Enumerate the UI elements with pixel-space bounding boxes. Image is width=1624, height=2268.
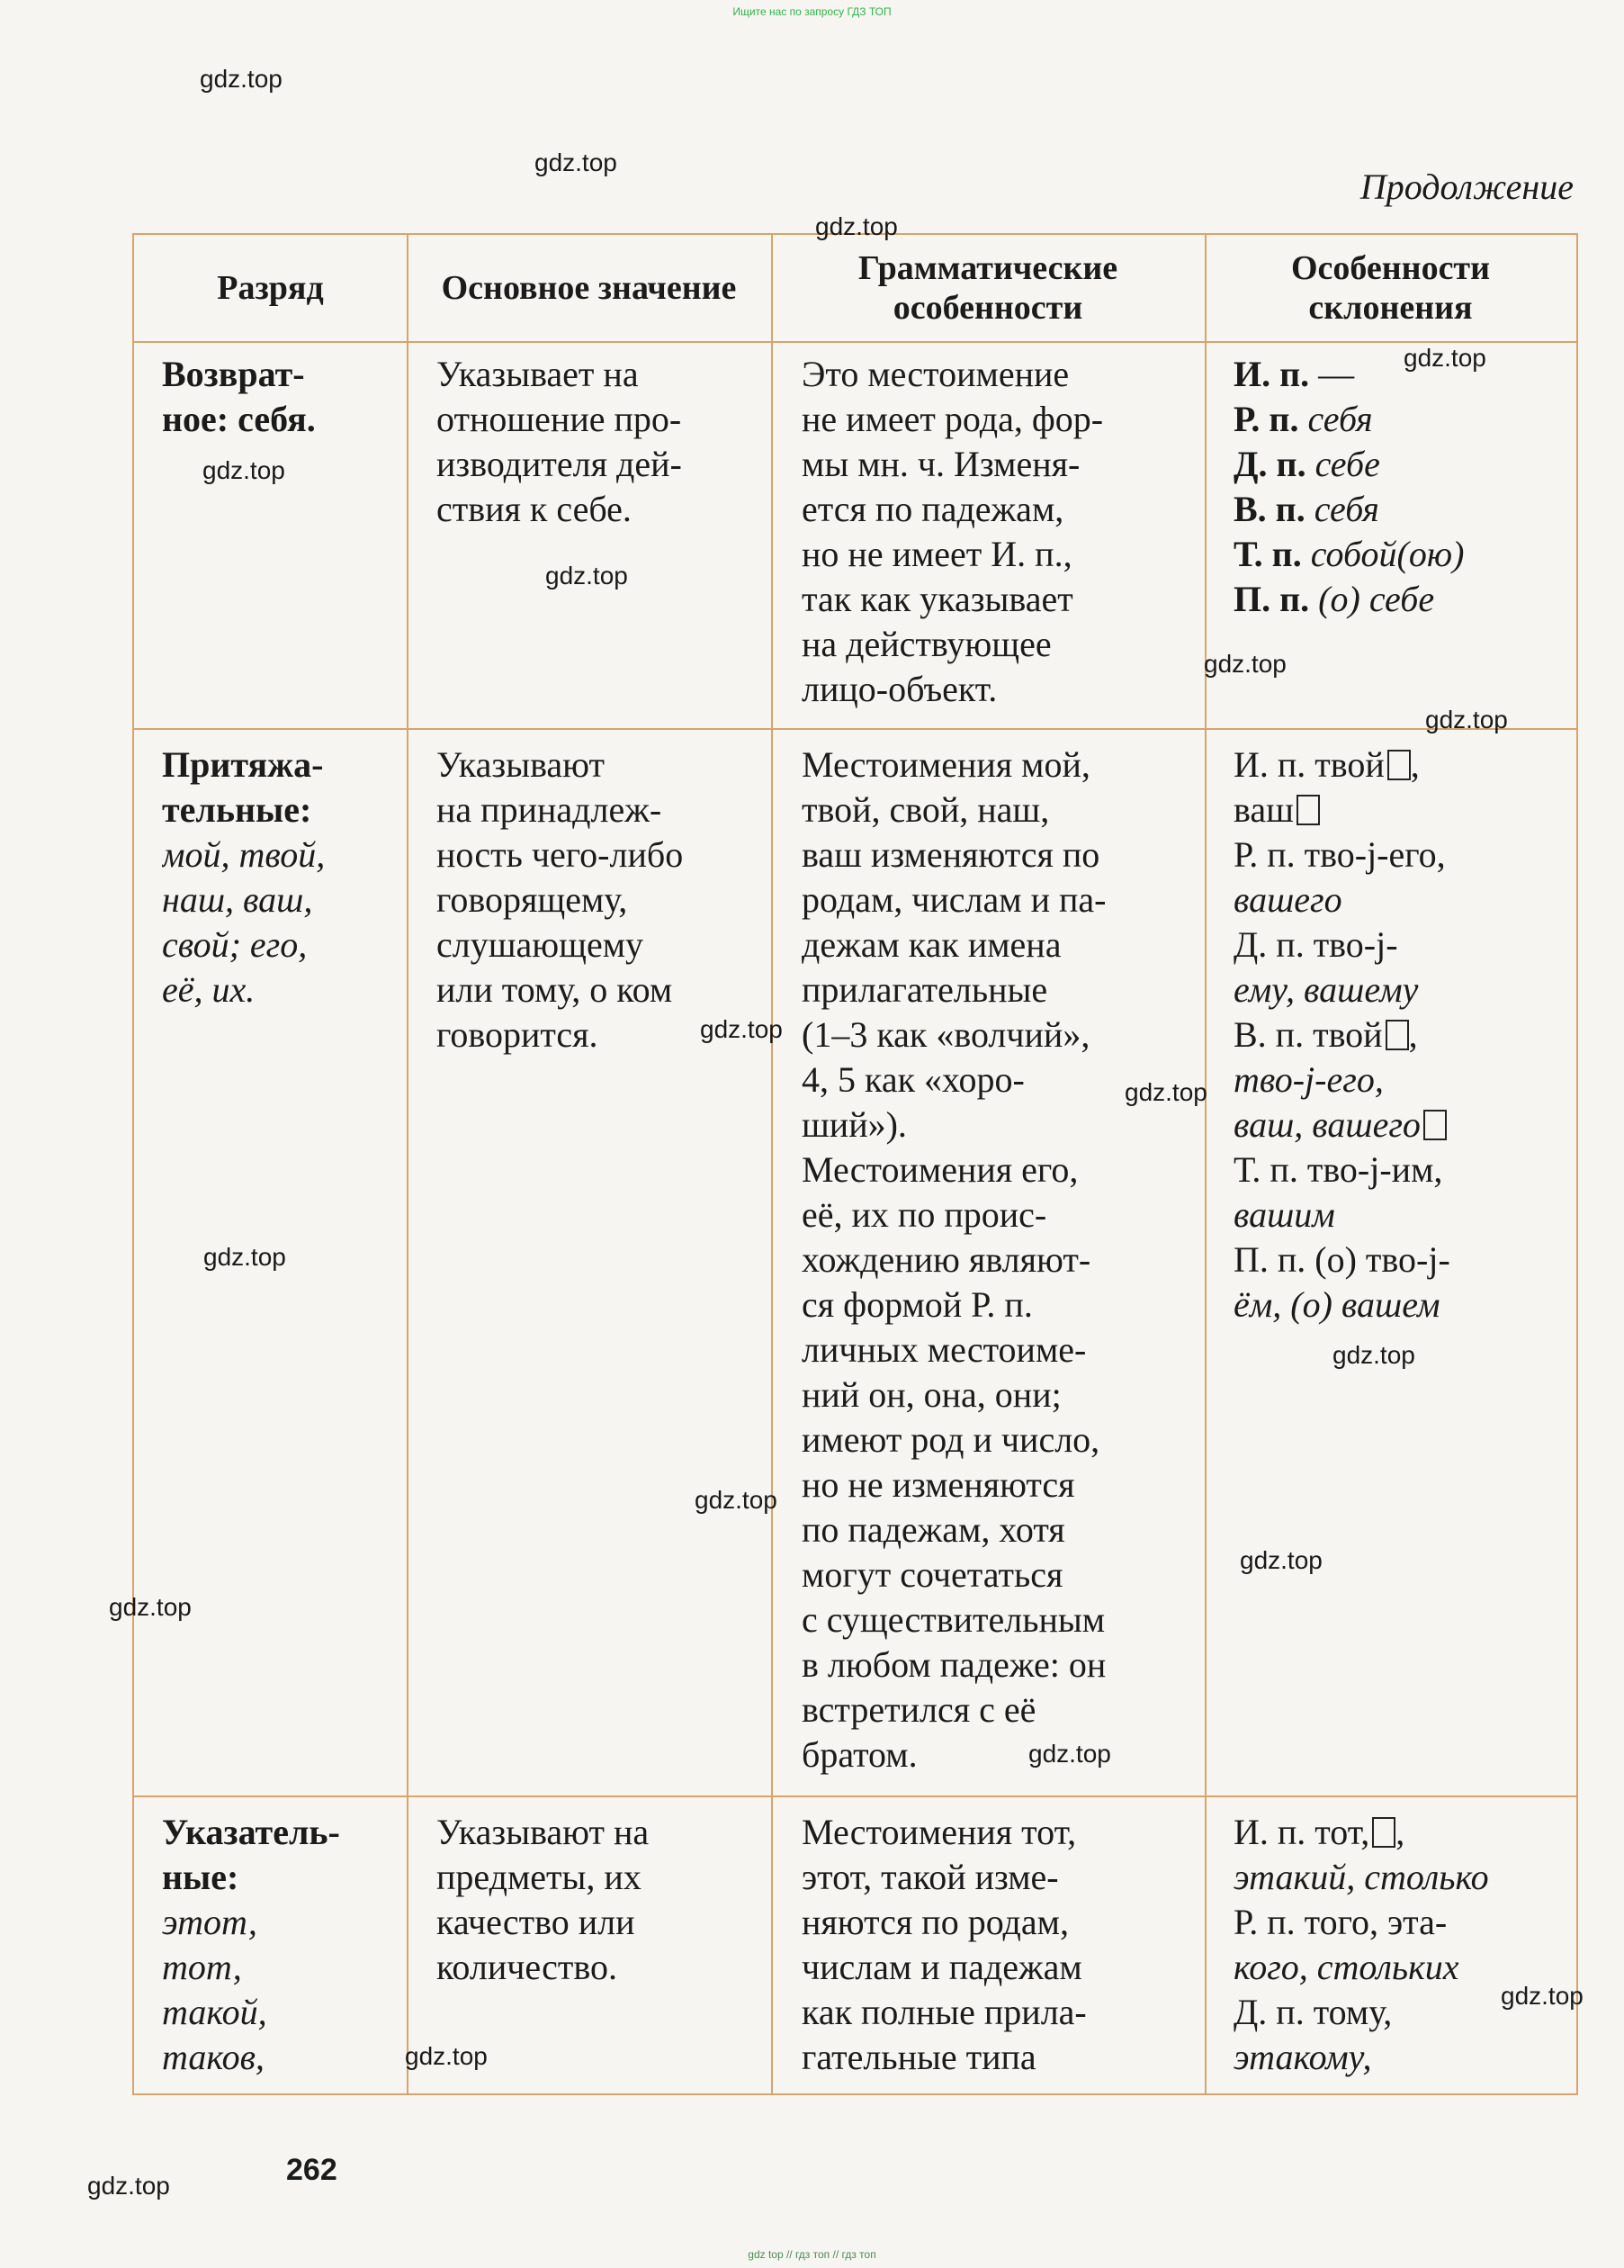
continuation-label: Продолжение — [1359, 166, 1574, 207]
header-rank: Разряд — [217, 269, 324, 307]
meaning-line: отношение про- — [436, 399, 682, 439]
table-vertical-divider — [771, 235, 773, 2093]
page-number: 262 — [286, 2153, 337, 2187]
grammar-line: твой, свой, наш, — [802, 789, 1050, 830]
rank-line: ные: — [162, 1857, 239, 1897]
declension-line: кого, стольких — [1234, 1947, 1459, 1987]
grammar-line: родам, числам и па- — [802, 879, 1107, 920]
blank-box-icon — [1387, 750, 1411, 780]
meaning-line: говорящему, — [436, 879, 628, 920]
grammar-line: её, их по проис- — [802, 1194, 1047, 1235]
grammar-line: ваш изменяются по — [802, 834, 1100, 875]
demonstrative-declension-cell — [1234, 1810, 1566, 2080]
watermark-gdz-top: gdz.top — [815, 212, 898, 240]
rank-line: мой, твой, — [162, 834, 326, 875]
meaning-line: предметы, их — [436, 1857, 642, 1897]
reflexive-meaning-cell — [436, 352, 760, 721]
grammar-line: ший»). — [802, 1104, 907, 1145]
blank-box-icon — [1297, 795, 1320, 825]
meaning-line: количество. — [436, 1947, 617, 1987]
grammar-line: могут сочетаться — [802, 1554, 1063, 1595]
watermark-gdz-top: gdz.top — [87, 2172, 170, 2200]
header-meaning: Основное значение — [441, 269, 737, 307]
table-horizontal-divider — [134, 341, 1576, 343]
grammar-line: по падежам, хотя — [802, 1509, 1065, 1550]
grammar-line: как полные прила- — [802, 1992, 1087, 2032]
grammar-line: лицо-объект. — [802, 669, 998, 709]
declension-line: В. п. твой , — [1234, 1014, 1418, 1055]
grammar-line: хождению являют- — [802, 1239, 1091, 1280]
possessive-grammar-cell — [802, 742, 1196, 1786]
reflexive-grammar-cell — [802, 352, 1196, 721]
grammar-line: не имеет рода, фор- — [802, 399, 1104, 439]
grammar-line: Это местоимение — [802, 354, 1070, 394]
rank-line: Указатель- — [162, 1812, 340, 1852]
meaning-line: Указывают на — [436, 1812, 650, 1852]
declension-line: ём, (о) вашем — [1234, 1284, 1440, 1325]
grammar-line: дежам как имена — [802, 924, 1062, 965]
watermark-gdz-top: gdz.top — [1240, 1546, 1323, 1574]
header-grammar: Грамматические особенности — [857, 249, 1118, 327]
grammar-line: гательные типа — [802, 2037, 1036, 2077]
rank-line: Притяжа- — [162, 744, 324, 785]
rank-line: тот, — [162, 1947, 242, 1987]
watermark-gdz-top: gdz.top — [203, 1243, 286, 1271]
grammar-line: няются по родам, — [802, 1902, 1069, 1942]
grammar-line: но не изменяются — [802, 1464, 1075, 1505]
possessive-meaning-cell — [436, 742, 760, 1120]
declension-line: ему, вашему — [1234, 969, 1419, 1010]
demonstrative-rank-cell — [162, 1810, 396, 2080]
grammar-line: прилагательные — [802, 969, 1048, 1010]
watermark-gdz-top: gdz.top — [405, 2042, 488, 2070]
grammar-line: мы мн. ч. Изменя- — [802, 444, 1081, 484]
grammar-line: числам и падежам — [802, 1947, 1082, 1987]
watermark-gdz-top: gdz.top — [545, 562, 628, 590]
watermark-gdz-top: gdz.top — [200, 65, 283, 93]
meaning-line: Указывает на — [436, 354, 639, 394]
grammar-line: имеют род и число, — [802, 1419, 1100, 1460]
blank-box-icon — [1423, 1110, 1447, 1140]
possessive-rank-cell — [162, 742, 396, 1228]
watermark-gdz-top: gdz.top — [1425, 706, 1508, 734]
rank-line: наш, ваш, — [162, 879, 313, 920]
reflexive-rank-cell — [162, 352, 396, 721]
meaning-line: Указывают — [436, 744, 606, 785]
grammar-line: братом. — [802, 1734, 918, 1775]
declension-line: ваш, вашего — [1234, 1102, 1566, 1148]
grammar-line: Местоимения мой, — [802, 744, 1090, 785]
declension-line: Р. п. того, эта- — [1234, 1902, 1448, 1942]
declension-line: Д. п. тво-j- — [1234, 924, 1398, 965]
meaning-line: слушающему — [436, 924, 644, 965]
declension-line: ваш — [1234, 788, 1566, 832]
blank-box-icon — [1386, 1020, 1409, 1050]
watermark-gdz-top: gdz.top — [202, 456, 285, 484]
grammar-line: Местоимения его, — [802, 1149, 1079, 1190]
grammar-line: 4, 5 как «хоро- — [802, 1059, 1025, 1100]
declension-line: И. п. тот, , — [1234, 1812, 1405, 1852]
rank-line: её, их. — [162, 969, 256, 1010]
rank-line: такой, — [162, 1992, 267, 2032]
meaning-line: на принадлеж- — [436, 789, 662, 830]
header-declension: Особенности склонения — [1290, 249, 1490, 327]
meaning-line: или тому, о ком — [436, 969, 673, 1010]
bottom-site-note: gdz top // гдз топ // гдз топ — [748, 2248, 876, 2261]
table-horizontal-divider — [134, 1796, 1576, 1797]
grammar-line: Местоимения тот, — [802, 1812, 1077, 1852]
declension-line: Т. п. тво-j-им, — [1234, 1149, 1443, 1190]
possessive-declension-cell — [1234, 742, 1566, 1372]
grammar-line: ется по падежам, — [802, 489, 1064, 529]
rank-line: тельные: — [162, 789, 312, 830]
table-vertical-divider — [1205, 235, 1207, 2093]
pronoun-rank-table — [132, 233, 1578, 2095]
demonstrative-grammar-cell — [802, 1810, 1196, 2080]
grammar-line: с существительным — [802, 1599, 1106, 1640]
grammar-line: ний он, она, они; — [802, 1374, 1062, 1415]
declension-line: П. п. (о) тво-j- — [1234, 1239, 1450, 1280]
declension-line: тво-j-его, — [1234, 1059, 1384, 1100]
grammar-line: (1–3 как «волчий», — [802, 1014, 1090, 1055]
reflexive-declension-cell: И. п. — Р. п. себя Д. п. себе В. п. себя Т. п. собой(ою) П. п. (о) себе — [1234, 354, 1465, 619]
watermark-gdz-top: gdz.top — [1204, 650, 1287, 678]
blank-box-icon — [1372, 1817, 1395, 1848]
grammar-line: встретился с её — [802, 1689, 1036, 1730]
watermark-gdz-top: gdz.top — [1125, 1078, 1207, 1106]
rank-line: свой; его, — [162, 924, 308, 965]
rank-line: таков, — [162, 2037, 265, 2077]
grammar-line: в любом падеже: он — [802, 1644, 1107, 1685]
grammar-line: на действующее — [802, 624, 1052, 664]
declension-line: этакому, — [1234, 2037, 1372, 2077]
watermark-gdz-top: gdz.top — [1404, 344, 1486, 372]
declension-line: И. п. твой , — [1234, 744, 1420, 785]
declension-line: вашим — [1234, 1194, 1335, 1235]
watermark-gdz-top: gdz.top — [700, 1015, 783, 1043]
demonstrative-meaning-cell — [436, 1810, 760, 2080]
declension-line: Р. п. тво-j-его, — [1234, 834, 1446, 875]
meaning-line: изводителя дей- — [436, 444, 682, 484]
rank-line: этот, — [162, 1902, 257, 1942]
table-horizontal-divider — [134, 728, 1576, 730]
watermark-gdz-top: gdz.top — [1028, 1740, 1111, 1768]
top-search-note: Ищите нас по запросу ГДЗ ТОП — [732, 5, 892, 18]
meaning-line: ствия к себе. — [436, 489, 632, 529]
grammar-line: личных местоиме- — [802, 1329, 1087, 1370]
watermark-gdz-top: gdz.top — [1332, 1341, 1415, 1369]
watermark-gdz-top: gdz.top — [695, 1486, 777, 1514]
grammar-line: так как указывает — [802, 579, 1073, 619]
grammar-line: но не имеет И. п., — [802, 534, 1072, 574]
rank-line: ное: себя. — [162, 399, 316, 439]
watermark-gdz-top: gdz.top — [109, 1593, 192, 1621]
grammar-line: ся формой Р. п. — [802, 1284, 1033, 1325]
watermark-gdz-top: gdz.top — [534, 148, 617, 176]
declension-line: вашего — [1234, 879, 1342, 920]
declension-line: Д. п. тому, — [1234, 1992, 1393, 2032]
table-vertical-divider — [407, 235, 408, 2093]
grammar-line: этот, такой изме- — [802, 1857, 1059, 1897]
meaning-line: говорится. — [436, 1014, 598, 1055]
meaning-line: качество или — [436, 1902, 635, 1942]
declension-line: этакий, столько — [1234, 1857, 1489, 1897]
watermark-gdz-top: gdz.top — [1501, 1982, 1584, 2010]
meaning-line: ность чего-либо — [436, 834, 684, 875]
rank-line: Возврат- — [162, 354, 305, 394]
